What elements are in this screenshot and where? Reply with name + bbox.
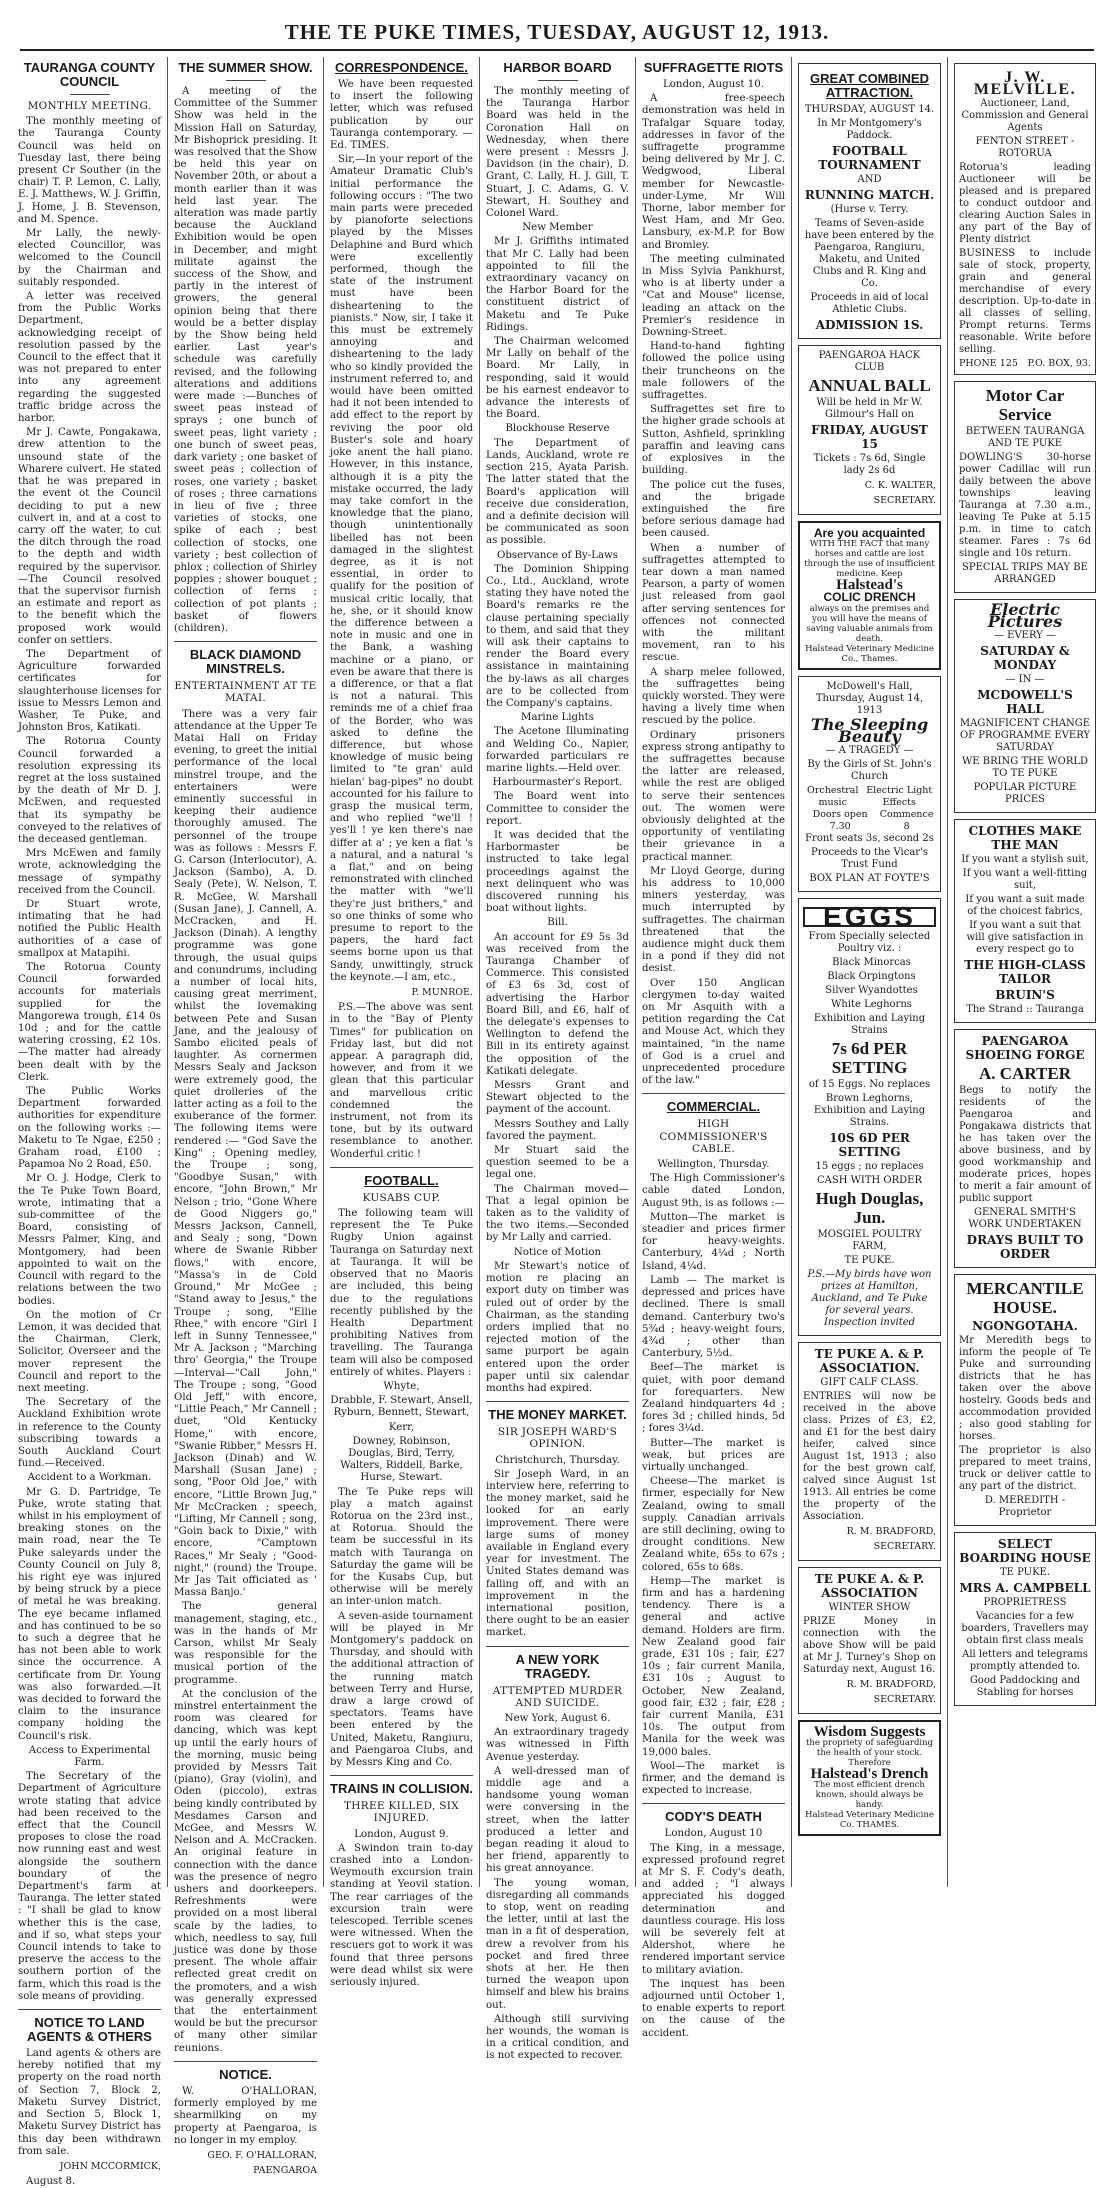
ad-line: P.S.—My birds have won prizes at Hamilton, Auckland, and Te Puke for several years. Inspection invited: [807, 1268, 932, 1328]
ad-name: MRS A. CAMPBELL: [959, 1581, 1091, 1595]
ad-body: Begs to notify the residents of the Paengaroa and Pongakawa districts that he has taken over the above business, and by good workmanship and moderate prices, hopes to merit a fair amount of public support: [959, 1085, 1091, 1204]
ad-line: Commence 8: [879, 808, 934, 832]
article-subtitle: HIGH COMMISSIONER'S CABLE.: [659, 1118, 768, 1155]
paragraph: A seven-aside tournament will be played in Mr Montgomery's paddock on Thursday, and should with the additional attraction of the running match between Terry and Hurse, draw a large crowd of spectators. Teams have been entered by the United, Maketu, Rangiuru, and Paengaroa Clubs, and by Messrs King and Co.: [330, 1610, 473, 1769]
paragraph: The Department of Agriculture forwarded certificates for slaughterhouse licenses for issue to Messrs Lemon and Washer, Te Puke, and Johnston Bros, Katikati.: [18, 648, 161, 734]
paragraph: The Rotorua County Council forwarded accounts for materials supplied for the Mangorewa trough, £14 0s 10d ; and for the cattle watering crossing, £2 10s. —The matter had already been dealt with by the Clerk.: [18, 962, 161, 1083]
ad-line: always on the premises and you will have the means of saving valuable animals from death.: [806, 603, 933, 644]
ad-line: The most efficient drench known, should always be handy.: [814, 1780, 925, 1811]
paragraph: The inquest has been adjourned until October 1, to enable experts to report on the cause of the accident.: [642, 1978, 785, 2039]
paragraph: Ordinary prisoners express strong antipathy to the suffragettes because the latter are released, while the rest are obliged to serve their sentences out. The women were obviously delighted at the opportunity of ventilating their grievance in a practical manner.: [642, 729, 785, 863]
ad-title: TE PUKE A. & P. ASSOCIATION.: [814, 1346, 925, 1375]
paragraph: A well-dressed man of middle age and a handsome young woman were conversing in the street, when the latter produced a letter and began reading it aloud to her friend, apparently to his great annoyance.: [486, 1765, 629, 1875]
section-heading: New Member: [522, 222, 593, 234]
article-title: BLACK DIAMOND MINSTRELS.: [189, 647, 302, 677]
notice-body: Land agents & others are hereby notified that my property on the road north of Section 7, Block 2, Maketu Survey District, and Section 5, Block 1, Maketu Survey District has this day been withdrawn from sale.: [18, 2048, 161, 2157]
article-title: CORRESPONDENCE.: [335, 60, 468, 75]
ad-line: THURSDAY, AUGUST 14.: [804, 104, 935, 115]
ad-title: EGGS: [803, 907, 936, 927]
ad-title: TE PUKE A. & P. ASSOCIATION: [814, 1571, 925, 1600]
ad-title: PAENGAROA SHOEING FORGE: [965, 1034, 1085, 1062]
paragraph: The Acetone Illuminating and Welding Co., Napier, forwarded particulars re marine lights.—Held over.: [486, 726, 629, 774]
paragraph: Mr J. Cawte, Pongakawa, drew attention to the unsound state of the Wharere culvert. He stated that he was prepared in the event ot the Council deciding to put a new culvert in, and at a cost to carry off the water, to cut the ditch through the road to the depth and width required by the supervisor.—The Council resolved that the supervisor furnish an estimate and report as to the benefit which the proposed work would confer on settlers.: [18, 427, 161, 646]
ad-title: CLOTHES MAKE THE MAN: [968, 824, 1082, 852]
ad-body: All letters and telegrams promptly attended to.: [962, 1649, 1088, 1672]
ad-title: MERCANTILE HOUSE.: [966, 1279, 1084, 1317]
ad-line: Proceeds in aid of local Athletic Clubs.: [810, 292, 929, 315]
paragraph: Butter—The market is weak, but prices are virtually unchanged.: [642, 1437, 785, 1473]
ad-line: If you want a stylish suit,: [961, 854, 1089, 865]
ad-line: Halstead's Drench: [810, 1765, 929, 1782]
ad-line: POPULAR PICTURE PRICES: [973, 782, 1077, 805]
notice-title: NOTICE TO LAND AGENTS & OTHERS: [27, 2015, 152, 2045]
ad-line: Tickets : 7s 6d, Single lady 2s 6d: [813, 453, 926, 476]
ad-signature: C. K. WALTER,: [864, 480, 936, 491]
ad-list-item: Black Orpingtons: [827, 970, 916, 982]
ad-line: — EVERY —: [993, 630, 1056, 641]
divider: [174, 641, 317, 642]
ad-name: A. CARTER: [979, 1064, 1071, 1083]
ad-line: DRAYS BUILT TO ORDER: [966, 1233, 1084, 1261]
ad-electric-pictures: [954, 599, 1096, 813]
paragraph: The Te Puke reps will play a match against Rotorua on the 23rd inst., at Rotorua. Should the team be successful in its match with Tauranga on Saturday the game will be for the Kusabs Cup, but otherwise will be merely an inter-union match.: [330, 1486, 473, 1608]
article-subtitle: MONTHLY MEETING.: [27, 100, 152, 112]
paragraph: The police cut the fuses, and the brigade extinguished the fire before serious damage had been caused.: [642, 479, 785, 540]
ad-signature: R. M. BRADFORD,: [846, 1525, 936, 1537]
ad-box: P.O. BOX, 93.: [1027, 358, 1091, 369]
article-subtitle: KUSABS CUP.: [362, 1191, 441, 1204]
ad-line: the propriety of safeguarding the health of your stock. Therefore: [805, 1737, 934, 1768]
ad-line: BRUIN'S: [995, 988, 1055, 1002]
paragraph: The Dominion Shipping Co., Ltd., Auckland, wrote stating they have noted the Board's remarks re the clause pertaining specially to them, and said that they will ask their captains to render the Board every assistance in maintaining the by-laws as all charges are to be collected from the Company's captains.: [486, 563, 629, 709]
columns: [12, 57, 1102, 2188]
ad-line: Teams of Seven-aside have been entered by the Paengaroa, Rangiuru, Maketu, and United Clubs and R. King and Co.: [804, 218, 935, 289]
article-subtitle: THREE KILLED, SIX INJURED.: [344, 1800, 459, 1825]
section-heading: Harbourmaster's Report.: [492, 777, 623, 789]
ad-line: GIFT CALF CLASS.: [820, 1376, 919, 1388]
dateline: New York, August 6.: [504, 1712, 611, 1724]
paragraph: Mr Stewart's notice of motion re placing an export duty on timber was ruled out of order by the Chairman, as the standing orders implied that no rejected motion of the same purport be again entered upon the order paper until six calendar months had expired.: [486, 1260, 629, 1394]
ad-line: WE BRING THE WORLD TO TE PUKE: [961, 756, 1089, 779]
paragraph: Sir,—In your report of the Amateur Dramatic Club's initial performance the following occurs : "The two main parts were preceded by pianoforte selections played by the Misses Delaphine and Burd which were excellently performed, though the state of the instrument must have been disheartening to the pianists." Now, sir, I take it this must be extremely annoying and disheartening to the lady who so kindly provided the instrument referred to, and would have been omitted had it not been intended to add effect to the report by reviving the poor old Buster's sole and hoary joke anent the hall piano. However, in this instance, although it is a pity the mistake occurred, the lady may take comfort in the knowledge that the piano, though unintentionally libelled has not been damaged in the slightest degree, as it is not essential, in order to qualify for the position of musical critic locally, that he, she, or it should know the difference between a note in music and one in the Bank, a washing machine or a piano, or even be aware that there is a difference, or that a flat is not a natural. This reminds me of a chief fraa of the Border, who was asked to define the difference, but whose knowledge of music being limited to "te gran' auld hielan' bag-pipes" no doubt accounted for his failure to grasp the musical term, and who replied "we'll ! yes'll ! ye ken there's nae differ at a' ; ye ken a flat 's a natural, and a natural 's a flat," and on being remonstrated with clinched the matter with "we'll they're just brithers," and so one thinks of some who presume to report to the papers, the hard fact seems borne upon us that Sandy, unwittingly, struck the keynote.—I am, etc.,: [330, 154, 473, 983]
ad-body: The proprietor is also prepared to meet trains, truck or deliver cattle to any part of the district.: [959, 1445, 1091, 1492]
ad-line: If you want a well-fitting suit,: [962, 868, 1088, 891]
paragraph: Beef—The market is quiet, with poor demand for forequarters. New Zealand hindquarters 4d ; fores 3d ; chilled hinds, 5d ; fores 3¼d.: [642, 1362, 785, 1435]
paragraph: When a number of suffragettes attempted to tear down a man named Pearson, a party of women just released from gaol after serving sentences for offences not connected with the militant movement, ran to his rescue.: [642, 542, 785, 664]
paragraph: A letter was received from the Public Works Department, acknowledging receipt of resolution passed by the Council to the effect that it was not prepared to enter into any agreement regarding the suggested traffic bridge across the harbor.: [18, 291, 161, 425]
ad-sleeping-beauty: [798, 676, 941, 892]
ad-line: MAGNIFICENT CHANGE OF PROGRAMME EVERY SATURDAY: [959, 718, 1091, 753]
column-1: [12, 57, 168, 2188]
column-6: [792, 57, 948, 1887]
ad-line: Brown Leghorns, Exhibition and Laying Strains.: [813, 1092, 926, 1128]
ad-list-item: Silver Wyandottes: [825, 984, 918, 996]
article-subtitle: SIR JOSEPH WARD'S OPINION.: [497, 1426, 618, 1451]
ad-shoeing-forge: [954, 1029, 1096, 1268]
ad-line: Exhibition and Laying Strains: [813, 1012, 926, 1036]
ad-line: If you want a suit that will give satisfaction in every respect go to: [966, 920, 1084, 955]
section-heading: Blockhouse Reserve: [505, 423, 610, 435]
ad-line: MOSGIEL POULTRY FARM,: [817, 1228, 922, 1252]
divider: [538, 80, 578, 81]
section-heading: Observance of By-Laws: [497, 549, 618, 561]
ad-list-item: White Leghorns: [831, 998, 912, 1010]
ad-line: CASH WITH ORDER: [817, 1174, 922, 1186]
ad-body: Good Paddocking and Stabling for horses: [969, 1675, 1081, 1698]
section-heading: Marine Lights: [521, 712, 594, 724]
section-heading: Bill.: [547, 917, 568, 929]
paragraph: The Public Works Department forwarded authorities for expenditure on the following works :— Maketu to Te Ngae, £250 ; Graham road, £100 ; Papamoa No 2 Road, £50.: [18, 1086, 161, 1171]
ad-boarding-house: [954, 1532, 1096, 1706]
paragraph: Hand-to-hand fighting followed the police using their truncheons on the male followers of the suffragettes.: [642, 341, 785, 402]
paragraph: P.S.—The above was sent in to the "Bay of Plenty Times" for publication on Friday last, but did not appear. A paragraph did, however, and from it we glean that this particular and marvellous critic condemned the instrument, not from its tone, but by its outward resemblance to another. Wonderful critic !: [330, 1002, 473, 1160]
ad-row: [803, 785, 936, 809]
paragraph: A sharp melee followed, the suffragettes being quickly worsted. They were having a lively time when rescued by the police.: [642, 666, 785, 727]
paragraph: Mr G. D. Partridge, Te Puke, wrote stating that whilst in his employment of breaking stones on the main road, near the Te Puke saleyards under the County Council on July 8, his right eye was injured by being struck by a piece of metal he was breaking. The eye became inflamed and has continued to be so to such a degree that he has not been able to work since the occurrence. A certificate from Dr. Young was also forwarded.—It was decided to forward the claim to the insurance company holding the Council's risk.: [18, 1486, 161, 1742]
letter-signature: P. MUNROE.: [411, 987, 473, 999]
article-title: TAURANGA COUNTY COUNCIL: [23, 60, 156, 89]
paragraph: Hemp—The market is firm and has a hardening tendency. There is a general and active demand. Holders are firm. New Zealand good fair grade, £31 10s ; fair, £27 10s ; fair current Manila, £31 10s ; August to October, New Zealand, good fair, £32 ; fair, £28 ; fair current Manila, £31 10s. The output from Manila for the week was 19,000 bales.: [642, 1575, 785, 1758]
divider: [642, 1093, 785, 1094]
paragraph: The monthly meeting of the Tauranga Harbor Board was held in the Coronation Hall on Wednesday, when there were present : Messrs J. Davidson (in the chair), D. Grant, C. Lally, H. J. Gill, T. Stuart, J. C. Adams, G. V. Stewart, H. Southey and Colonel Ward.: [486, 86, 629, 220]
ad-hack-club-ball: [798, 345, 941, 515]
divider: [330, 1167, 473, 1168]
paragraph: Over 150 Anglican clergymen to-day waited on Mr Asquith with a petition regarding the Cat and Mouse Act, which they maintained, "in the name of God is a cruel and unprecedented procedure of the law.": [642, 977, 785, 1087]
notice-date: August 8.: [26, 2176, 76, 2188]
ad-line: PAENGAROA HACK CLUB: [818, 350, 921, 373]
notice-body: W. O'HALLORAN, formerly employed by me shearmilking on my property at Paengaroa, is no longer in my employ.: [174, 2085, 317, 2146]
ad-title: GREAT COMBINED ATTRACTION.: [810, 71, 929, 100]
ad-line: WINTER SHOW: [828, 1601, 911, 1613]
ad-title: Electric Pictures: [987, 600, 1063, 631]
ad-signature: D. MEREDITH - Proprietor: [984, 1495, 1066, 1518]
ad-mercantile-house: [954, 1274, 1096, 1526]
paragraph: The meeting culminated in Miss Sylvia Pankhurst, who is at liberty under a "Cat and Mouse" license, leading an attack on the Premier's residence in Downing-Street.: [642, 253, 785, 339]
ad-melville: [954, 63, 1096, 375]
ad-gift-calf: [798, 1342, 941, 1561]
article-title: A NEW YORK TRAGEDY.: [515, 1651, 600, 1681]
paragraph: A free-speech demonstration was held in Trafalgar Square today, addresses in favor of the suffragette programme being delivered by Mr J. C. Wedgwood, Liberal member for Newcastle-under-Lyme, Mr Will Thorne, labor member for West Ham, and Mr Geo. Lansbury, ex-M.P. for Bow and Bromley.: [642, 93, 785, 251]
ad-line: FOOTBALL TOURNAMENT: [818, 144, 921, 172]
ad-row: [803, 809, 936, 833]
ad-role: SECRETARY.: [873, 1540, 936, 1552]
ad-line: Auctioneer, Land, Commission and General Agents: [961, 98, 1089, 133]
divider: [226, 80, 266, 81]
paragraph: The monthly meeting of the Tauranga County Council was held on Tuesday last, there being present Cr Souther (in the chair) T. P. Lemon, C. Lally, E. J. Matthews, W. J. Griffin, J. Home, J. B. Stevenson, and M. Spence.: [18, 116, 161, 225]
ad-signature: R. M. BRADFORD,: [846, 1678, 936, 1690]
column-5: [636, 57, 792, 2039]
ad-body: ENTRIES will now be received in the above class. Prizes of £3, £2, and £1 for the best dairy heifer, calved since August 1st, 1913 ; also for the best grown calf, calved since August 1st 1913. All entries be come the property of the Association.: [803, 1390, 936, 1522]
ad-line: 15 eggs ; no replaces: [815, 1160, 924, 1172]
notice-place: PAENGAROA: [253, 2165, 317, 2177]
section-heading: Notice of Motion: [513, 1246, 602, 1258]
column-7: [948, 57, 1102, 1887]
ad-winter-show: [798, 1567, 941, 1714]
dateline: Wellington, Thursday.: [657, 1159, 770, 1171]
ad-line: COLIC DRENCH: [823, 590, 916, 605]
ad-line: Doors open 7.30: [812, 808, 868, 832]
dateline: London, August 9.: [354, 1828, 449, 1840]
article-title: TRAINS IN COLLISION.: [330, 1781, 473, 1797]
paragraph: Suffragettes set fire to the higher grade schools at Sutton, Ashfield, sprinkling paraffin and leaving cans of explosives in the building.: [642, 404, 785, 477]
paragraph: An extraordinary tragedy was witnessed in Fifth Avenue yesterday.: [486, 1727, 629, 1763]
ad-line: Wisdom Suggests: [813, 1723, 926, 1740]
article-title: THE MONEY MARKET.: [488, 1407, 627, 1423]
paragraph: Dr Stuart wrote, intimating that he had notified the Public Health authorities of a case of smallpox at Matapihi.: [18, 899, 161, 959]
article-title: FOOTBALL.: [364, 1172, 439, 1188]
ad-role: SECRETARY.: [873, 1693, 936, 1705]
paragraph: Mr Lloyd George, during his address to 10,000 miners yesterday, was much interrupted by suffragettes. The chairman threatened that the audience might duck them in a pond if they did not desist.: [642, 865, 785, 975]
team-line: Whyte,: [383, 1380, 420, 1392]
paragraph: The Chairman moved—That a legal opinion be taken as to the validity of the two items.—Seconded by Mr Lally and carried.: [486, 1183, 629, 1244]
ad-row: [959, 358, 1091, 370]
ad-line: BETWEEN TAURANGA AND TE PUKE: [965, 426, 1085, 449]
ad-line: TE PUKE.: [999, 1567, 1051, 1578]
ad-body: Mr Meredith begs to inform the people of Te Puke and surrounding districts that he has taken over the above hostelry. Goods beds and accommodation provided ; also good stabling for horses.: [959, 1335, 1091, 1442]
paragraph: Mr Lally, the newly-elected Councillor, was welcomed to the Council by the Chairman and suitably responded.: [18, 228, 161, 288]
paragraph: A meeting of the Committee of the Summer Show was held in the Mission Hall on Saturday, Mr Bishoprick presiding. It was resolved that the Show be held this year on November 20th, or about a month earlier than it was held last year. The alteration was made partly because the Auckland Exhibition would be open in December, and might militate against the success of the Show, and partly in the interest of growers, the general opinion being that there would be a better display by the Show being held earlier. Last year's schedule was carefully revised, and the following alterations and additions were made :—Bunches of sweet peas instead of sprays ; one bunch of sweet peas, light variety ; one bunch of sweet peas, dark variety ; one basket of sweet peas ; collection of roses, one variety ; basket of roses ; three carnations in lieu of five ; three varieties of stocks, one spike of each ; best collection of stocks, one variety ; best collection of phlox ; collection of Shirley poppies ; shower bouquet ; collection of ferns ; collection of pot plants ; basket of flowers (children).: [174, 86, 317, 634]
ad-line: AND: [857, 174, 882, 185]
ad-price: 10S 6D PER SETTING: [829, 1130, 910, 1159]
paragraph: Mrs McEwen and family wrote, acknowledging the message of sympathy received from the Council.: [18, 848, 161, 896]
ad-line: SATURDAY & MONDAY: [980, 644, 1070, 672]
paragraph: Sir Joseph Ward, in an interview here, referring to the money market, said he looked for an early improvement. There were large sums of money available in England every year for investment. The United States demand was falling off, and with an improvement in the international position, there ought to be an easier market.: [486, 1468, 629, 1639]
ad-name: J. W. MELVILLE.: [973, 69, 1077, 98]
paragraph: The Secretary of the Auckland Exhibition wrote in reference to the County subscribing towards a South Auckland Court fund.—Received.: [18, 1397, 161, 1470]
ad-line: RUNNING MATCH.: [804, 188, 935, 202]
dateline: London, August 10.: [663, 79, 764, 90]
ad-line: — A TRAGEDY —: [825, 744, 914, 756]
paragraph: The Secretary of the Department of Agriculture wrote stating that advice had been received to the effect that the Council proposes to close the road now running east and west alongside the southern boundary of the Department's farm at Tauranga. The letter stated : "I shall be glad to know whether this is the case, and if so, what steps your Council intends to take to preserve the access to the southern portion of the farm, which this road is the sole means of providing.: [18, 1771, 161, 2002]
ad-line: Orchestral music: [807, 784, 859, 808]
ad-clothes: [954, 819, 1096, 1023]
paragraph: We have been requested to insert the following letter, which was refused publication by our Tauranga contemporary. — Ed. TIMES.: [330, 79, 473, 152]
ad-line: The Sleeping Beauty: [810, 714, 929, 746]
paragraph: The young woman, disregarding all commands to stop, went on reading the letter, until at last the man in a fit of desperation, drew a revolver from his pocket and fired three shots at her. He then turned the weapon upon himself and blew his brains out.: [486, 1877, 629, 2011]
divider: [70, 94, 110, 95]
ad-line: TE PUKE.: [844, 1254, 895, 1266]
ad-line: Are you acquainted: [813, 526, 926, 540]
team-line: Drabble, F. Stewart, Ansell, Ryburn, Bennett, Stewart,: [330, 1395, 473, 1419]
section-heading: Access to Experimental Farm.: [28, 1744, 151, 1769]
paragraph: The Rotorua County Council forwarded a resolution expressing its regret at the loss sustained by the death of Mr D. J. McEwen, and requested that its sympathy be conveyed to the relatives of the deceased gentleman.: [18, 736, 161, 845]
paragraph: Mr O. J. Hodge, Clerk to the Te Puke Town Board, wrote, intimating that a sub-committee of the Board, consisting of Messrs Palmer, King, and Montgomery, had been appointed to wait on the Council with regard to the relations between the two bodies.: [18, 1173, 161, 1307]
ad-line: Halstead Veterinary Medicine Co. THAMES.: [805, 1810, 934, 1831]
notice-title: NOTICE.: [219, 2066, 272, 2082]
paragraph: Although still surviving her wounds, the woman is in a critical condition, and is not expected to recover.: [486, 2013, 629, 2062]
ad-line: By the Girls of St. John's Church: [807, 758, 932, 782]
ad-line: ANNUAL BALL: [808, 376, 931, 395]
ad-line: SPECIAL TRIPS MAY BE ARRANGED: [962, 562, 1088, 585]
ad-name: Hugh Douglas, Jun.: [815, 1188, 924, 1227]
ad-body: Rotorua's leading Auctioneer will be pleased and is prepared to conduct outdoor and clearing Auction Sales in any part of the Bay of Plenty district: [959, 162, 1091, 245]
ad-line: Halstead's: [836, 577, 903, 594]
ad-line: BOX PLAN AT FOYTE'S: [809, 872, 930, 884]
ad-line: Proceeds to the Vicar's Trust Fund: [811, 846, 928, 870]
column-3: [324, 57, 480, 1989]
ad-line: From Specially selected Poultry viz. :: [808, 930, 931, 954]
ad-line: FRIDAY, AUGUST 15: [811, 423, 928, 451]
paragraph: The King, in a message, expressed profound regret at Mr S. F. Cody's death, and added ; "I always appreciated his dogged determination and dauntless courage. His loss will be severely felt at Aldershot, where he rendered important service to military aviation.: [642, 1842, 785, 1976]
paragraph: Messrs Southey and Lally favored the payment.: [486, 1118, 629, 1142]
ad-body: PRIZE Money in connection with the above Show will be paid at Mr J. Turney's Shop on Saturday next, August 16.: [803, 1615, 936, 1675]
ad-body: Vacancies for a few boarders, Travellers may obtain first class meals: [961, 1611, 1089, 1646]
ad-line: GENERAL SMITH'S WORK UNDERTAKEN: [968, 1207, 1082, 1230]
divider: [330, 1775, 473, 1776]
paragraph: The general management, staging, etc., was in the hands of Mr Carson, whilst Mr Sealy was responsible for the musical portion of the programme.: [174, 1601, 317, 1686]
ad-line: Will be held in Mr W. Gilmour's Hall on: [816, 397, 923, 420]
divider: [642, 1803, 785, 1804]
ad-combined-attraction: [798, 63, 941, 339]
notice-signature: GEO. F. O'HALLORAN,: [207, 2149, 317, 2161]
ad-line: of 15 Eggs. No replaces: [808, 1078, 931, 1090]
paragraph: Mr Stuart said the question seemed to be a legal one.: [486, 1145, 629, 1181]
paragraph: It was decided that the Harbormaster be instructed to take legal proceedings against the next delinquent who was discovered running his boat without lights.: [486, 829, 629, 915]
ad-line: MCDOWELL'S HALL: [977, 688, 1073, 716]
paragraph: A Swindon train to-day crashed into a London-Weymouth excursion train standing at Yeovil station. The rear carriages of the excursion train were telescoped. Terrible scenes were witnessed. When the rescuers got to work it was found that three persons were dead whilst six were seriously injured.: [330, 1842, 473, 1989]
article-title: HARBOR BOARD: [503, 60, 612, 75]
article-title: COMMERCIAL.: [666, 1099, 761, 1115]
article-title: SUFFRAGETTE RIOTS: [643, 60, 784, 75]
paragraph: An account for £9 5s 3d was received from the Tauranga Chamber of Commerce. This consisted of £3 6s 3d, cost of advertising the Harbor Board Bill, and £6, half of the delegate's expenses to Wellington to defend the Bill in its entirety against the opposition of the Katikati delegate.: [486, 931, 629, 1077]
paragraph: Lamb — The market is depressed and prices have declined. There is small demand. Canterbury two's 5¾d ; heavy-weight fours, 4¾d ; other than Canterbury, 5½d.: [642, 1274, 785, 1360]
team-line: Downey, Robinson, Douglas, Bird, Terry, Walters, Riddell, Barke, Hurse, Stewart.: [340, 1435, 463, 1484]
ad-line: Front seats 3s, second 2s: [805, 832, 934, 844]
ad-motor-car: [954, 381, 1096, 593]
paragraph: Messrs Grant and Stewart objected to the payment of the account.: [486, 1080, 629, 1116]
paragraph: On the motion of Cr Lemon, it was decided that the Chairman, Clerk, Solicitor, Overseer and the mover represent the Council and report to the next meeting.: [18, 1309, 161, 1394]
ad-line: ADMISSION 1S.: [815, 318, 924, 332]
paragraph: The Chairman welcomed Mr Lally on behalf of the Board. Mr Lally, in responding, said it would be his earnest endeavor to advance the interests of the Board.: [486, 336, 629, 421]
ad-line: WITH THE FACT that many horses and cattle are lost through the use of insufficient medicine. Keep: [804, 539, 935, 580]
column-4: [480, 57, 636, 2062]
divider: [18, 2009, 161, 2010]
dateline: Christchurch, Thursday.: [495, 1454, 620, 1466]
paragraph: Mutton—The market is steadier and prices firmer for heavy-weights. Canterbury, 4¼d ; North Island, 4¼d.: [642, 1211, 785, 1272]
notice-signature: JOHN MCCORMICK,: [59, 2160, 161, 2172]
ad-body: BUSINESS to include sale of stock, property, grain and general merchandise of every description. Up-to-date in all classes of selling. Prompt returns. Terms reasonable. Write before selling.: [959, 248, 1091, 355]
article-title: THE SUMMER SHOW.: [178, 60, 313, 75]
divider: [174, 2061, 317, 2062]
divider: [486, 1646, 629, 1647]
ad-halstead-colic: [798, 521, 941, 670]
paragraph: The High Commissioner's cable dated London, August 9th, is as follows :—: [642, 1173, 785, 1209]
paragraph: Cheese—The market is firmer, especially for New Zealand, owing to small supply. Canadian arrivals are still declining, owing to drought conditions. New Zealand white, 65s to 67s ; colored, 65s to 68s.: [642, 1476, 785, 1573]
ad-line: Halstead Veterinary Medicine Co., Thames.: [805, 643, 934, 664]
ad-price: 7s 6d PER SETTING: [831, 1038, 908, 1077]
dateline: London, August 10: [664, 1828, 763, 1840]
article-subtitle: ENTERTAINMENT AT TE MATAI.: [174, 680, 317, 705]
ad-line: If you want a suit made of the choicest fabrics,: [965, 894, 1085, 917]
masthead: THE TE PUKE TIMES, TUESDAY, AUGUST 12, 1913.: [20, 20, 1094, 51]
paragraph: Wool—The market is firmer, and the demand is expected to increase.: [642, 1760, 785, 1797]
article-title: CODY'S DEATH: [665, 1809, 762, 1825]
ad-list-item: Black Minorcas: [832, 956, 911, 968]
ad-line: FENTON STREET - ROTORUA: [975, 136, 1075, 159]
ad-line: In Mr Montgomery's Paddock.: [817, 118, 922, 141]
paragraph: The following team will represent the Te Puke Rugby Union against Tauranga on Saturday next at Tauranga. It will be observed that no Maoris are included, this being due to the regulations recently published by the Health Department prohibiting Natives from travelling. The Tauranga team will also be composed entirely of whites. Players :: [330, 1208, 473, 1378]
column-2: [168, 57, 324, 2177]
ad-role: SECRETARY.: [873, 495, 936, 506]
ad-body: DOWLING'S 30-horse power Cadillac will run daily between the above townships leaving Tauranga at 7.30 a.m., leaving Te Puke at 5.15 p.m. in time to catch steamer. Fares : 7s 6d single and 10s return.: [959, 452, 1091, 559]
ad-line: McDowell's Hall, Thursday, August 14, 1913: [815, 680, 924, 716]
ad-line: NGONGOTAHA.: [972, 1319, 1078, 1333]
ad-eggs: [798, 898, 941, 1336]
paragraph: The Board went into Committee to consider the report.: [486, 791, 629, 827]
paragraph: There was a very fair attendance at the Upper Te Matai Hall on Friday evening, to greet the initial performance of the local minstrel troupe, and the entertainers were eminently successful in keeping their audience thoroughly amused. The personnel of the troupe was as follows : Messrs F. G. Carson (Interlocutor), A. Jackson (Sambo), A. D. Sealy (Pete), W. Nelson, T. R. McGee, W. Marshall (Susan Jane), J. Cannell, A. McCracken, and H. Jackson (Dinah). A lengthy programme was gone through, the usual quips and conundrums, including a number of local hits, causing great merriment, whilst the lovemaking between Pete and Susan Jane, and the jealousy of Sambo elicited peals of laughter. As cornermen Messrs Sealy and Jackson were extremely good, the quiet drolleries of the latter acting as a foil to the exuberance of the former. The following items were rendered :— "God Save the King" ; Opening medley, the Troupe ; song, "Goodbye Susan," with encore, "John Brown," Mr Nelson ; trio, "Gone Where de Good Niggers go," Messrs Jackson, Cannell, and Sealy ; song, "Down where de Swanie Ribber flows," with encore, "Massa's in de Cold Ground," Mr McGee ; "Stand away to Jesus," the Troupe ; song, "Ellie Rhee," with encore "Girl I left in Sunny Tennessee," Mr A. Jackson ; "Marching thro' Georgia," the Troupe—Interval—"Call John," The Troupe ; song, "Good Old Jeff," with encore, "Little Peach," Mr Cannell ; duet, "Old Kentucky Home," with encore, "Swanie Ribber," Messrs H. Jackson (Dinah) and W. Marshall (Susan Jane) ; song, "Poor Old Joe," with encore, "Little Brown Jug," Mr McCracken ; speech, "Lifting, Mr Cannell ; song, "Goin back to Dixie," with encore, "Camptown Races," Mr Sealy ; "Good-night," (round) the Troupe. Mr Jas Tait officiated as ' Massa Banjo.': [174, 708, 317, 1599]
ad-halstead-drench: [798, 1720, 941, 1836]
ad-line: PROPRIETRESS: [983, 1597, 1067, 1608]
paragraph: Mr J. Griffiths intimated that Mr C. Lally had been appointed to fill the extraordinary vacancy on the Harbor Board for the constituent district of Maketu and Te Puke Ridings.: [486, 236, 629, 333]
section-heading: Accident to a Workman.: [27, 1472, 152, 1484]
article-subtitle: ATTEMPTED MURDER AND SUICIDE.: [492, 1684, 623, 1709]
ad-title: SELECT BOARDING HOUSE: [959, 1537, 1091, 1565]
ad-phone: PHONE 125: [959, 358, 1018, 369]
divider: [486, 1401, 629, 1402]
paragraph: The Department of Lands, Auckland, wrote re section 215, Ayata Parish. The latter stated that the Board's application will receive due consideration, and a definite decision will be communicated as soon as possible.: [486, 437, 629, 547]
paragraph: At the conclusion of the minstrel entertainment the room was cleared for dancing, which was kept up until the early hours of the morning, music being provided by Messrs Tait (piano), Gray (violin), and Oden (piccolo), extras being kindly contributed by Mesdames Carson and McGee, and Messrs W. Nelson and A. McCracken. An original feature in connection with the dance was the presence of negro ushers and doorkeepers. Refreshments were provided on a most liberal scale by the ladies, to which, needless to say, full justice was done by those present. The whole affair reflected great credit on the promoters, and a wish was generally expressed that the entertainment would be but the precursor of many other similar reunions.: [174, 1688, 317, 2054]
ad-line: — IN —: [1005, 674, 1045, 685]
ad-title: Motor Car Service: [985, 386, 1065, 424]
ad-line: The Strand :: Tauranga: [966, 1004, 1084, 1015]
ad-line: THE HIGH-CLASS TAILOR: [964, 958, 1086, 986]
team-line: Kerr,: [388, 1421, 415, 1433]
ad-line: (Hurse v. Terry.: [830, 204, 909, 215]
ad-line: Electric Light Effects: [866, 784, 933, 808]
